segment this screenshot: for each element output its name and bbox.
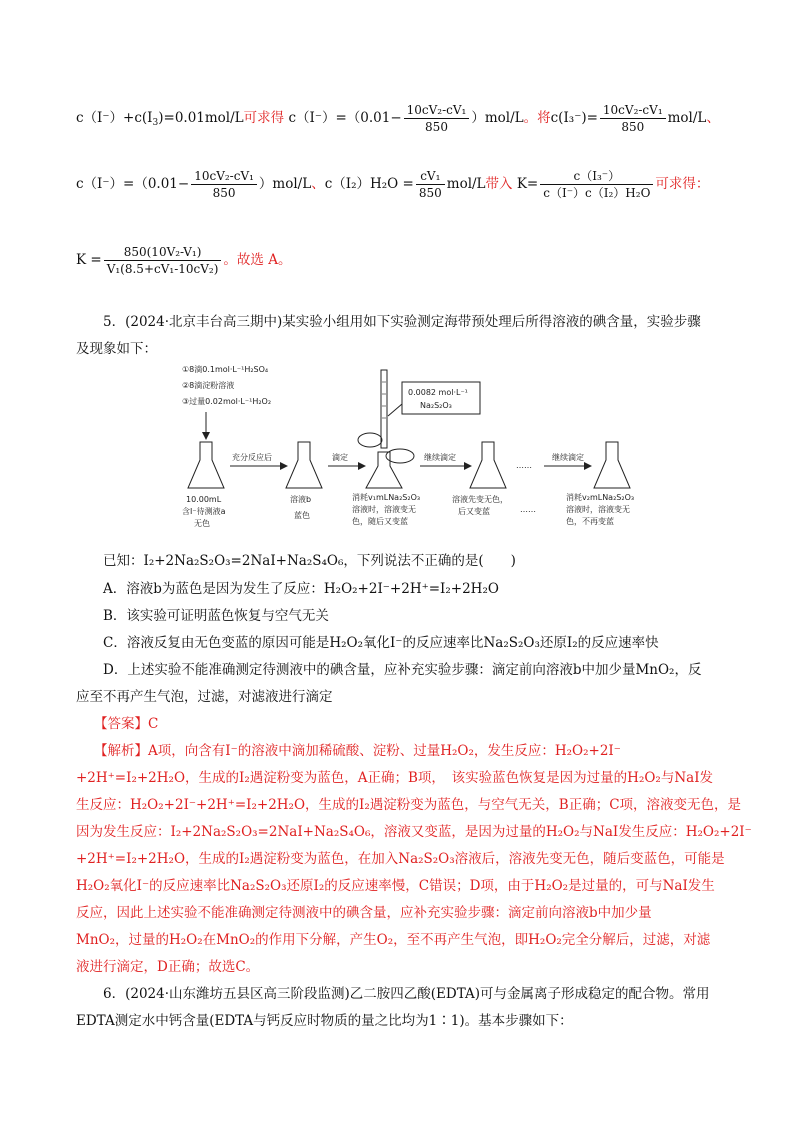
- red-text: 可求得：: [655, 176, 710, 192]
- flask-1: [188, 442, 224, 488]
- reagent-2-label: ②8滴淀粉溶液: [182, 381, 235, 390]
- q5-analysis-line-2: +2H⁺=I₂+2H₂O，生成的I₂遇淀粉变为蓝色，A正确；B项， 该实验蓝色恢复是因为过量的H₂O₂与NaI发: [76, 770, 714, 786]
- q5-answer: 【答案】C: [94, 716, 159, 732]
- fraction-numerator: cV₁: [416, 168, 445, 185]
- equation-text: mol/L: [446, 176, 486, 192]
- equation-text: c（I⁻）=（0.01−: [76, 176, 190, 192]
- solution-line-2: [76, 168, 709, 201]
- flask-5-label: ……: [520, 505, 536, 514]
- equation-text: c（I⁻）=（0.01−: [288, 110, 402, 126]
- fraction-numerator: 10cV₂-cV₁: [404, 102, 470, 119]
- q5-option-b: B．该实验可证明蓝色恢复与空气无关: [103, 608, 329, 624]
- fraction: [191, 168, 257, 201]
- q5-analysis-line-6: H₂O₂氧化I⁻的反应速率比Na₂S₂O₃还原I₂的反应速率慢，C错误；D项，由于H₂O₂是过量的，可与NaI发生: [76, 878, 715, 894]
- solution-line-1: [76, 102, 720, 135]
- red-text: 、: [311, 176, 325, 192]
- ellipsis-dots: ……: [516, 461, 532, 470]
- fraction-denominator: 850: [212, 186, 236, 200]
- equation-text: c(I₃⁻)=: [550, 110, 598, 126]
- fraction: [416, 168, 445, 201]
- red-text: 带入: [485, 176, 513, 192]
- equation-text: ）mol/L: [471, 110, 524, 126]
- reagent-3-label: ③过量0.02mol·L⁻¹H₂O₂: [182, 397, 272, 406]
- flask-3: [366, 452, 402, 488]
- equation-text: c（I⁻）+c(I: [76, 110, 153, 126]
- arrow-1-label: 充分反应后: [232, 453, 272, 462]
- arrow-1-head: [280, 462, 288, 470]
- solution-line-3: [76, 244, 291, 277]
- q5-analysis-line-1: 【解析】A项，向含有I⁻的溶液中滴加稀硫酸、淀粉、过量H₂O₂，发生反应：H₂O₂+2I⁻: [94, 743, 621, 759]
- fraction-numerator: c（I₃⁻）: [540, 168, 653, 185]
- fraction-denominator: 850: [425, 120, 448, 134]
- q5-analysis-line-5: +2H⁺=I₂+2H₂O，生成的I₂遇淀粉变为蓝色，在加入Na₂S₂O₃溶液后，溶液先变无色，随后变蓝色，可能是: [76, 851, 725, 867]
- fraction-numerator: 10cV₂-cV₁: [191, 168, 257, 185]
- flask-4-label-2: 后又变蓝: [458, 507, 490, 516]
- fraction-numerator: 850(10V₂-V₁): [104, 244, 222, 261]
- q5-analysis-line-8: MnO₂，过量的H₂O₂在MnO₂的作用下分解，产生O₂，至不再产生气泡，即H₂O₂完全分解后，过滤，对滤: [76, 932, 711, 948]
- equation-text: K=: [516, 176, 539, 192]
- fraction-denominator: 850: [418, 186, 442, 200]
- q6-stem-line-1: 6．(2024·山东潍坊五县区高三阶段监测)乙二胺四乙酸(EDTA)可与金属离子形成稳定的配合物。常用: [103, 986, 710, 1002]
- equation-text: mol/L: [667, 110, 707, 126]
- fraction-denominator: V₁(8.5+cV₁-10cV₂): [106, 262, 219, 276]
- flask-2: [286, 442, 322, 488]
- flask-1-label-1: 10.00mL: [186, 495, 222, 504]
- red-text: 。将: [523, 110, 551, 126]
- flask-1-label-3: 无色: [194, 519, 210, 528]
- subscript: 3: [152, 118, 159, 128]
- fraction-denominator: c（I⁻）c（I₂）H₂O: [543, 186, 651, 200]
- arrow-2-head: [358, 462, 366, 470]
- arrow-4-head: [584, 462, 592, 470]
- fraction: [600, 102, 666, 135]
- red-text: 。故选 A。: [223, 252, 292, 268]
- q5-analysis-line-7: 反应，因此上述实验不能准确测定待测液中的碘含量，应补充实验步骤：滴定前向溶液b中加少量: [76, 905, 652, 921]
- flask-2-label-1: 溶液b: [290, 495, 312, 504]
- q6-stem-line-2: EDTA测定水中钙含量(EDTA与钙反应时物质的量之比均为1∶1)。基本步骤如下：: [76, 1013, 573, 1029]
- q5-option-d-line-1: D．上述实验不能准确测定待测液中的碘含量，应补充实验步骤：滴定前向溶液b中加少量MnO₂，反: [103, 662, 702, 678]
- reagent-1-label: ①8滴0.1mol·L⁻¹H₂SO₄: [182, 365, 269, 374]
- equation-text: ）mol/L: [258, 176, 312, 192]
- flask-6-label-2: 溶液时，溶液变无: [566, 505, 630, 514]
- q5-option-d-line-2: 应至不再产生气泡，过滤，对滤液进行滴定: [76, 689, 333, 705]
- fraction: [540, 168, 653, 201]
- red-text: 可求得: [243, 110, 285, 126]
- arrow-3-head: [464, 462, 472, 470]
- fraction-denominator: 850: [621, 120, 645, 134]
- red-text: 、: [706, 110, 720, 126]
- arrow-2-label: 滴定: [332, 453, 348, 462]
- titrant-label-2: Na₂S₂O₃: [420, 401, 452, 410]
- flask-1-label-2: 含I⁻待测液a: [182, 507, 226, 516]
- q5-option-c: C．溶液反复由无色变蓝的原因可能是H₂O₂氧化I⁻的反应速率比Na₂S₂O₃还原I₂的反应速率快: [103, 635, 659, 651]
- fraction-numerator: 10cV₂-cV₁: [600, 102, 666, 119]
- q5-stem-line-2: 及现象如下：: [76, 341, 157, 357]
- down-arrow-head: [202, 432, 210, 440]
- q5-analysis-line-3: 生反应：H₂O₂+2I⁻+2H⁺=I₂+2H₂O，生成的I₂遇淀粉变为蓝色，与空气无关，B正确；C项，溶液变无色，是: [76, 797, 742, 813]
- flask-4-label-1: 溶液先变无色，: [452, 495, 508, 504]
- flask-6-label-1: 消耗v₂mLNa₂S₂O₃: [566, 493, 635, 502]
- titrant-label-1: 0.0082 mol·L⁻¹: [408, 388, 468, 397]
- titration-diagram: [180, 360, 660, 540]
- flask-6-label-3: 色，不再变蓝: [566, 517, 614, 526]
- q5-analysis-line-4: 因为发生反应：I₂+2Na₂S₂O₃=2NaI+Na₂S₄O₆，溶液又变蓝，是因为过量的H₂O₂与NaI发生反应：H₂O₂+2I⁻: [76, 824, 752, 840]
- q5-stem-line-1: 5．(2024·北京丰台高三期中)某实验小组用如下实验测定海带预处理后所得溶液的碘含量，实验步骤: [103, 314, 701, 330]
- q5-option-a: A．溶液b为蓝色是因为发生了反应：H₂O₂+2I⁻+2H⁺=I₂+2H₂O: [103, 581, 499, 597]
- flask-3-label-1: 消耗v₁mLNa₂S₂O₃: [352, 493, 421, 502]
- flask-2-label-2: 蓝色: [294, 511, 310, 520]
- q5-analysis-line-9: 液进行滴定，D正确；故选C。: [76, 959, 260, 975]
- fraction: [404, 102, 470, 135]
- arrow-4-label: 继续滴定: [552, 453, 584, 462]
- equation-text: K =: [76, 252, 102, 268]
- equation-text: c（I₂）H₂O =: [324, 176, 414, 192]
- fraction: [104, 244, 222, 277]
- flask-6: [594, 442, 630, 488]
- arrow-3-label: 继续滴定: [424, 453, 456, 462]
- flask-3-label-2: 溶液时，溶液变无: [352, 505, 416, 514]
- equation-text: )=0.01mol/L: [158, 110, 244, 126]
- flask-4: [470, 442, 506, 488]
- q5-known: 已知：I₂+2Na₂S₂O₃=2NaI+Na₂S₄O₆，下列说法不正确的是( ): [103, 553, 516, 569]
- flask-3-label-3: 色，随后又变蓝: [352, 517, 408, 526]
- hand-left: [358, 433, 382, 447]
